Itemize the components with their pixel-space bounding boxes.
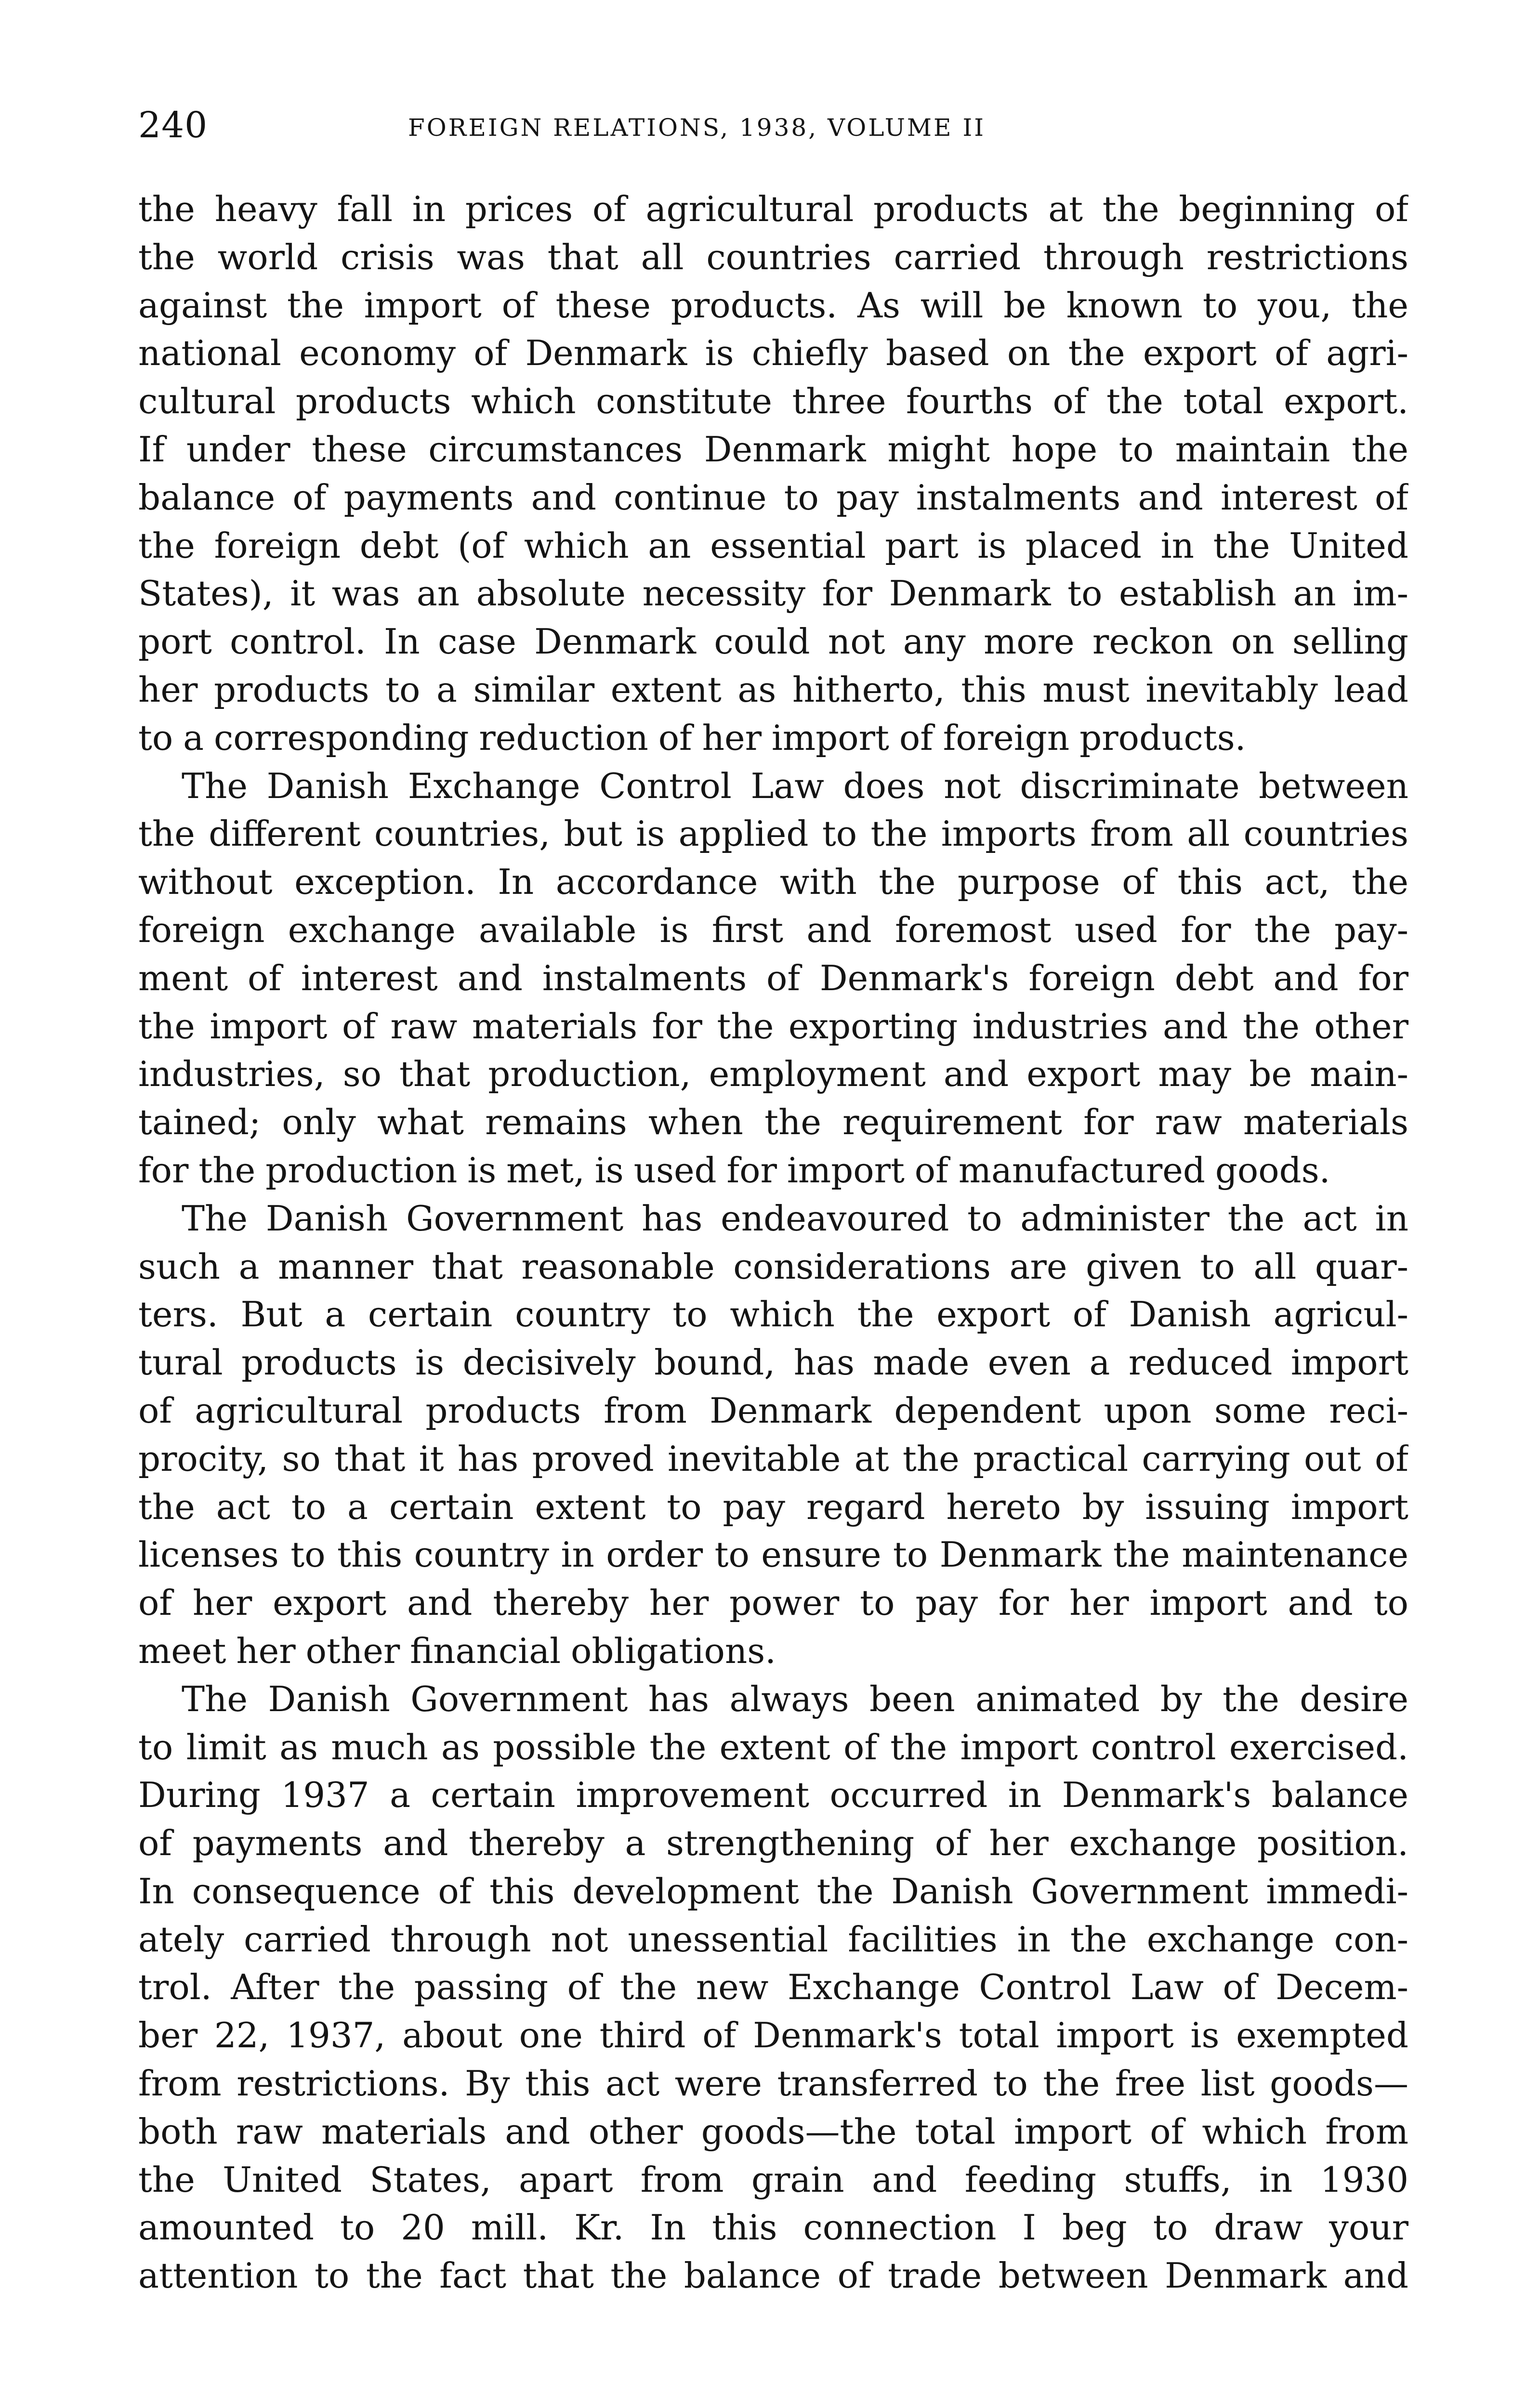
text-line: ately carried through not unessential facilities in the exchange con-	[138, 1919, 1408, 1960]
text-line: industries, so that production, employment and export may be main-	[138, 1054, 1408, 1095]
text-line: ber 22, 1937, about one third of Denmark's total import is exempted	[138, 2015, 1408, 2056]
text-line: of her export and thereby her power to pay for her import and to	[138, 1583, 1408, 1623]
text-line: In consequence of this development the Danish Government immedi-	[138, 1871, 1408, 1911]
paragraph-1	[138, 185, 1408, 762]
text-line: procity, so that it has proved inevitable at the practical carrying out of	[138, 1438, 1408, 1479]
running-title: FOREIGN RELATIONS, 1938, VOLUME II	[408, 114, 986, 142]
text-line: for the production is met, is used for import of manufactured goods.	[138, 1150, 1330, 1191]
text-line: the heavy fall in prices of agricultural products at the beginning of	[138, 189, 1408, 229]
text-line: States), it was an absolute necessity for Denmark to establish an im-	[138, 573, 1408, 614]
text-line: the different countries, but is applied to the imports from all countries	[138, 813, 1408, 854]
text-line: both raw materials and other goods—the total import of which from	[138, 2111, 1408, 2152]
text-line: ment of interest and instalments of Denmark's foreign debt and for	[138, 957, 1408, 998]
text-line: ters. But a certain country to which the export of Danish agricul-	[138, 1294, 1408, 1335]
text-line: The Danish Government has always been animated by the desire	[182, 1678, 1408, 1719]
text-line: foreign exchange available is first and foremost used for the pay-	[138, 909, 1408, 950]
text-line: The Danish Exchange Control Law does not discriminate between	[182, 765, 1408, 806]
paragraph-2	[138, 762, 1408, 1195]
text-line: licenses to this country in order to ensure to Denmark the maintenance	[138, 1534, 1408, 1575]
text-line: without exception. In accordance with the purpose of this act, the	[138, 862, 1408, 903]
text-line: the United States, apart from grain and feeding stuffs, in 1930	[138, 2159, 1408, 2200]
text-line: the foreign debt (of which an essential part is placed in the United	[138, 525, 1408, 566]
text-line: her products to a similar extent as hitherto, this must inevitably lead	[138, 669, 1408, 710]
text-line: tained; only what remains when the requirement for raw materials	[138, 1102, 1408, 1143]
text-line: of payments and thereby a strengthening of her exchange position.	[138, 1823, 1408, 1864]
text-line: attention to the fact that the balance of trade between Denmark and	[138, 2255, 1408, 2296]
text-line: port control. In case Denmark could not any more reckon on selling	[138, 621, 1408, 662]
text-line: amounted to 20 mill. Kr. In this connection I beg to draw your	[138, 2207, 1408, 2248]
paragraph-3	[138, 1195, 1408, 1675]
text-line: the world crisis was that all countries carried through restrictions	[138, 236, 1408, 277]
text-line: from restrictions. By this act were transferred to the free list goods—	[138, 2063, 1408, 2104]
body-text	[138, 185, 1408, 2300]
text-line: balance of payments and continue to pay instalments and interest of	[138, 477, 1408, 518]
text-line: meet her other financial obligations.	[138, 1630, 776, 1671]
paragraph-4	[138, 1675, 1408, 2300]
text-line: During 1937 a certain improvement occurred in Denmark's balance	[138, 1775, 1408, 1816]
running-header	[138, 104, 1410, 147]
text-line: trol. After the passing of the new Exchange Control Law of Decem-	[138, 1967, 1408, 2008]
text-line: If under these circumstances Denmark might hope to maintain the	[138, 429, 1408, 470]
text-line: cultural products which constitute three fourths of the total export.	[138, 381, 1408, 422]
text-line: the import of raw materials for the exporting industries and the other	[138, 1006, 1408, 1047]
text-line: against the import of these products. As will be known to you, the	[138, 285, 1408, 326]
text-line: national economy of Denmark is chiefly based on the export of agri-	[138, 333, 1408, 374]
text-line: The Danish Government has endeavoured to administer the act in	[182, 1198, 1408, 1239]
text-line: tural products is decisively bound, has made even a reduced import	[138, 1342, 1408, 1383]
text-line: of agricultural products from Denmark dependent upon some reci-	[138, 1390, 1408, 1431]
page-number: 240	[138, 105, 208, 146]
text-line: such a manner that reasonable considerations are given to all quar-	[138, 1246, 1408, 1287]
text-line: the act to a certain extent to pay regard hereto by issuing import	[138, 1486, 1408, 1527]
text-line: to limit as much as possible the extent of the import control exercised.	[138, 1727, 1408, 1767]
text-line: to a corresponding reduction of her import of foreign products.	[138, 717, 1246, 758]
